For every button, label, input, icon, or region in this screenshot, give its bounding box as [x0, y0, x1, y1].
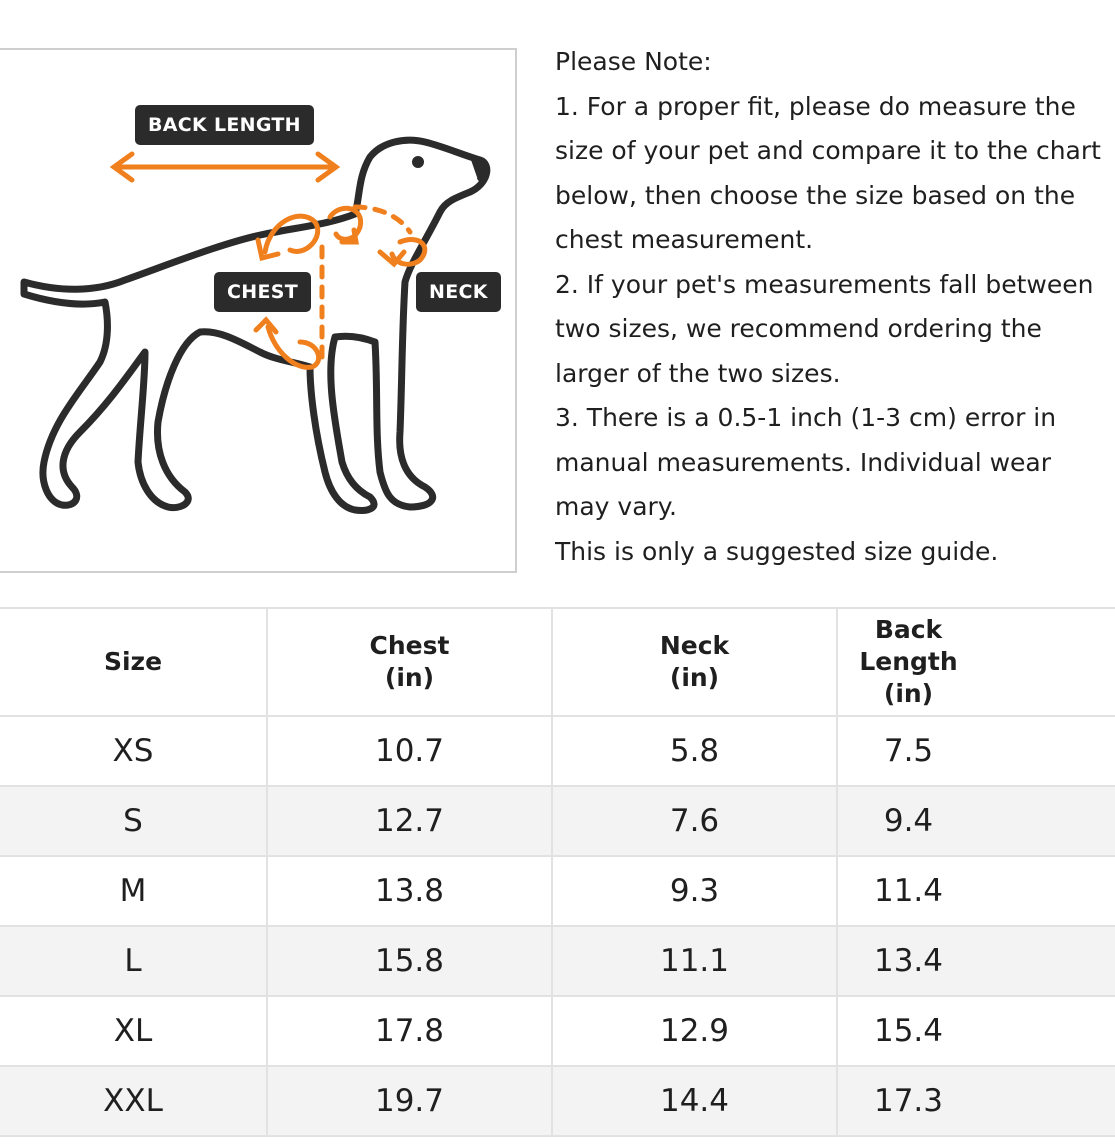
note-line: may vary.	[555, 492, 677, 521]
note-heading: Please Note:	[555, 47, 712, 76]
table-row	[0, 786, 1115, 856]
size-cell: L	[0, 926, 267, 996]
header-chest: Chest (in)	[267, 608, 552, 716]
note-line: larger of the two sizes.	[555, 358, 841, 388]
size-cell: XXL	[0, 1066, 267, 1136]
neck-cell: 12.9	[552, 996, 837, 1066]
note-footer: This is only a suggested size guide.	[555, 536, 999, 566]
back-length-tag: BACK LENGTH	[135, 105, 314, 145]
note-line: chest measurement.	[555, 225, 814, 254]
chest-cell: 15.8	[267, 926, 552, 996]
back-length-cell: 13.4	[837, 926, 1115, 996]
neck-cell: 7.6	[552, 786, 837, 856]
note-line: size of your pet and compare it to the chart	[555, 136, 1101, 165]
neck-cell: 9.3	[552, 856, 837, 926]
sizing-notes	[555, 40, 1115, 574]
table-row	[0, 1066, 1115, 1136]
header-back-length: Back Length (in)	[837, 608, 1115, 716]
back-length-cell: 17.3	[837, 1066, 1115, 1136]
back-length-cell: 9.4	[837, 786, 1115, 856]
table-header-row	[0, 608, 1115, 716]
note-line: two sizes, we recommend ordering the	[555, 314, 1042, 343]
header-size: Size	[0, 608, 267, 716]
chest-cell: 17.8	[267, 996, 552, 1066]
size-cell: S	[0, 786, 267, 856]
header-neck: Neck (in)	[552, 608, 837, 716]
note-line: 3. There is a 0.5-1 inch (1-3 cm) error in	[555, 403, 1057, 432]
back-length-cell: 7.5	[837, 716, 1115, 786]
table-row	[0, 926, 1115, 996]
table-row	[0, 996, 1115, 1066]
note-line: below, then choose the size based on the	[555, 180, 1076, 210]
table-row	[0, 716, 1115, 786]
size-chart-table	[0, 607, 1115, 1137]
chest-cell: 12.7	[267, 786, 552, 856]
chest-cell: 19.7	[267, 1066, 552, 1136]
size-cell: M	[0, 856, 267, 926]
neck-tag: NECK	[416, 272, 501, 312]
chest-cell: 10.7	[267, 716, 552, 786]
back-length-cell: 11.4	[837, 856, 1115, 926]
neck-cell: 5.8	[552, 716, 837, 786]
chest-tag: CHEST	[214, 272, 311, 312]
note-line: 2. If your pet's measurements fall between	[555, 269, 1094, 299]
note-line: manual measurements. Individual wear	[555, 447, 1052, 477]
size-cell: XL	[0, 996, 267, 1066]
size-cell: XS	[0, 716, 267, 786]
neck-cell: 14.4	[552, 1066, 837, 1136]
back-length-cell: 15.4	[837, 996, 1115, 1066]
chest-cell: 13.8	[267, 856, 552, 926]
note-line: 1. For a proper fit, please do measure the	[555, 91, 1076, 121]
neck-cell: 11.1	[552, 926, 837, 996]
dog-measurement-diagram	[0, 48, 517, 573]
table-row	[0, 856, 1115, 926]
